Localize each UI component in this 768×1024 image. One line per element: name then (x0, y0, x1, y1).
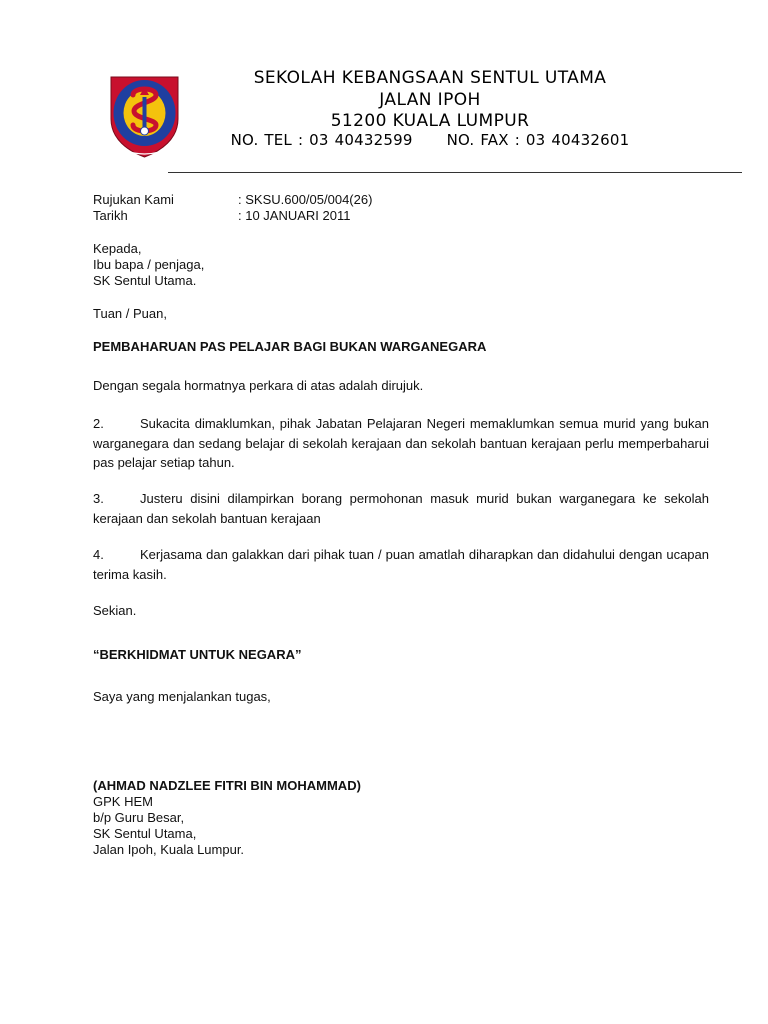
signatory-school: SK Sentul Utama, (93, 826, 197, 841)
salutation: Tuan / Puan, (93, 306, 167, 321)
signatory-address: Jalan Ipoh, Kuala Lumpur. (93, 842, 245, 857)
paragraph-text: Sukacita dimaklumkan, pihak Jabatan Pelajaran Negeri memaklumkan semua murid yang bukan warganegara dan sedang belajar di sekolah kerajaan dan sekolah bantuan kerajaan perlu memperbaharui pas pelajar setiap tahun. (93, 416, 709, 470)
fax-number: NO. FAX : 03 40432601 (446, 131, 630, 149)
school-street: JALAN IPOH (379, 90, 481, 110)
paragraph-text: Justeru disini dilampirkan borang permohonan masuk murid bukan warganegara ke sekolah kerajaan dan sekolah bantuan kerajaan (93, 491, 709, 526)
recipient-line: SK Sentul Utama. (93, 273, 197, 288)
signatory-title: GPK HEM (93, 794, 153, 809)
tarikh-label: Tarikh (93, 208, 128, 223)
paragraph-number: 2. (93, 416, 104, 431)
subject-heading: PEMBAHARUAN PAS PELAJAR BAGI BUKAN WARGANEGARA (93, 339, 487, 354)
sign-intro: Saya yang menjalankan tugas, (93, 689, 271, 704)
signatory-name: (AHMAD NADZLEE FITRI BIN MOHAMMAD) (93, 778, 361, 793)
closing: Sekian. (93, 603, 137, 618)
signatory-on-behalf: b/p Guru Besar, (93, 810, 185, 825)
rujukan-value: : SKSU.600/05/004(26) (238, 192, 373, 207)
recipient-line: Kepada, (93, 241, 142, 256)
tel-number: NO. TEL : 03 40432599 (230, 131, 413, 149)
paragraph-4 (93, 545, 709, 584)
paragraph-3 (93, 489, 709, 528)
paragraph-2 (93, 414, 709, 473)
tarikh-value: : 10 JANUARI 2011 (238, 208, 351, 223)
rujukan-label: Rujukan Kami (93, 192, 174, 207)
paragraph-number: 3. (93, 491, 104, 506)
paragraph-text: Kerjasama dan galakkan dari pihak tuan / puan amatlah diharapkan dan didahului dengan ucapan terima kasih. (93, 547, 709, 582)
reference-row (93, 192, 174, 208)
school-city: 51200 KUALA LUMPUR (330, 111, 530, 131)
contact-line (190, 131, 670, 149)
recipient-line: Ibu bapa / penjaga, (93, 257, 205, 272)
letterhead-divider (168, 172, 742, 173)
school-name: SEKOLAH KEBANGSAAN SENTUL UTAMA (253, 68, 607, 88)
school-crest-icon (103, 73, 186, 159)
intro-paragraph: Dengan segala hormatnya perkara di atas adalah dirujuk. (93, 378, 424, 393)
paragraph-number: 4. (93, 547, 104, 562)
motto: “BERKHIDMAT UNTUK NEGARA” (93, 647, 302, 662)
